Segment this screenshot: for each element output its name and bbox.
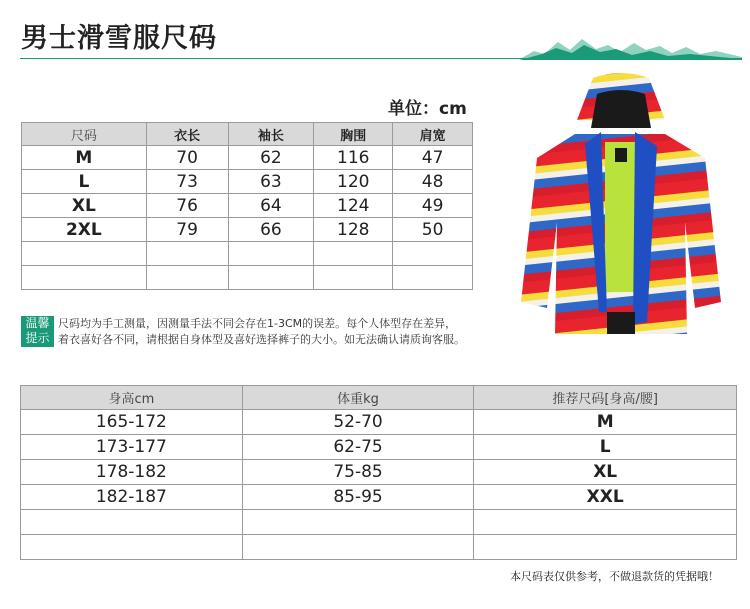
header-cell: 体重kg (242, 386, 474, 410)
title-divider (20, 58, 742, 59)
table-cell: 50 (393, 218, 473, 242)
table-cell (146, 266, 228, 290)
table-cell (22, 242, 147, 266)
table-cell: M (474, 410, 737, 435)
table-cell: 120 (314, 170, 393, 194)
header-cell: 身高cm (21, 386, 243, 410)
table-cell: 49 (393, 194, 473, 218)
table-cell (393, 266, 473, 290)
table-cell: 62 (228, 146, 314, 170)
mountains-icon (520, 34, 742, 60)
table-row (21, 435, 737, 460)
table-row (22, 194, 473, 218)
table-cell (228, 242, 314, 266)
table-row (22, 146, 473, 170)
table-cell: 52-70 (242, 410, 474, 435)
table-cell: 165-172 (21, 410, 243, 435)
tip-badge-line: 温馨 (25, 316, 50, 330)
table-cell (146, 242, 228, 266)
table-row (22, 266, 473, 290)
table-cell: XL (22, 194, 147, 218)
table-cell: 116 (314, 146, 393, 170)
tip-badge-line: 提示 (25, 331, 50, 345)
table-cell: 64 (228, 194, 314, 218)
recommend-table (20, 385, 737, 560)
table-cell (21, 535, 243, 560)
table-row (21, 485, 737, 510)
table-cell (242, 535, 474, 560)
table-cell: 47 (393, 146, 473, 170)
table-cell (22, 266, 147, 290)
table-row (21, 460, 737, 485)
table-cell: 63 (228, 170, 314, 194)
tip-line: 尺码均为手工测量，因测量手法不同会存在1-3CM的误差。每个人体型存在差异， (58, 317, 457, 330)
table-cell: 73 (146, 170, 228, 194)
header-cell: 胸围 (314, 123, 393, 146)
table-cell (242, 510, 474, 535)
table-cell (314, 266, 393, 290)
header-cell: 尺码 (22, 123, 147, 146)
header-cell: 衣长 (146, 123, 228, 146)
table-cell: XXL (474, 485, 737, 510)
table-cell: 70 (146, 146, 228, 170)
table-cell: 173-177 (21, 435, 243, 460)
table-cell: 62-75 (242, 435, 474, 460)
size-table (21, 122, 473, 290)
recommend-table-header (21, 386, 737, 410)
table-cell: 128 (314, 218, 393, 242)
table-cell: 76 (146, 194, 228, 218)
table-row (22, 242, 473, 266)
header-cell: 推荐尺码[身高/腰] (474, 386, 737, 410)
table-row (21, 510, 737, 535)
footnote: 本尺码表仅供参考，不做退款货的凭据哦！ (510, 570, 719, 583)
table-row (22, 170, 473, 194)
table-cell: 48 (393, 170, 473, 194)
table-cell: 66 (228, 218, 314, 242)
table-cell: L (22, 170, 147, 194)
table-cell (393, 242, 473, 266)
size-table-header (22, 123, 473, 146)
table-cell: M (22, 146, 147, 170)
table-cell: 2XL (22, 218, 147, 242)
table-row (21, 410, 737, 435)
table-cell (21, 510, 243, 535)
table-cell: 178-182 (21, 460, 243, 485)
tip-text (58, 316, 465, 348)
tip-badge (21, 316, 54, 347)
table-cell (314, 242, 393, 266)
table-cell: 75-85 (242, 460, 474, 485)
table-cell (474, 535, 737, 560)
tip-line: 着衣喜好各不同，请根据自身体型及喜好选择裤子的大小。如无法确认请质询客服。 (58, 333, 465, 346)
unit-label: 单位：cm (388, 99, 467, 119)
ski-jacket-image (515, 72, 727, 344)
header-cell: 袖长 (228, 123, 314, 146)
header-cell: 肩宽 (393, 123, 473, 146)
table-cell: XL (474, 460, 737, 485)
table-cell (474, 510, 737, 535)
page-title: 男士滑雪服尺码 (21, 23, 217, 54)
table-cell (228, 266, 314, 290)
table-row (22, 218, 473, 242)
table-row (21, 535, 737, 560)
table-cell: 124 (314, 194, 393, 218)
table-cell: L (474, 435, 737, 460)
table-cell: 79 (146, 218, 228, 242)
table-cell: 182-187 (21, 485, 243, 510)
table-cell: 85-95 (242, 485, 474, 510)
